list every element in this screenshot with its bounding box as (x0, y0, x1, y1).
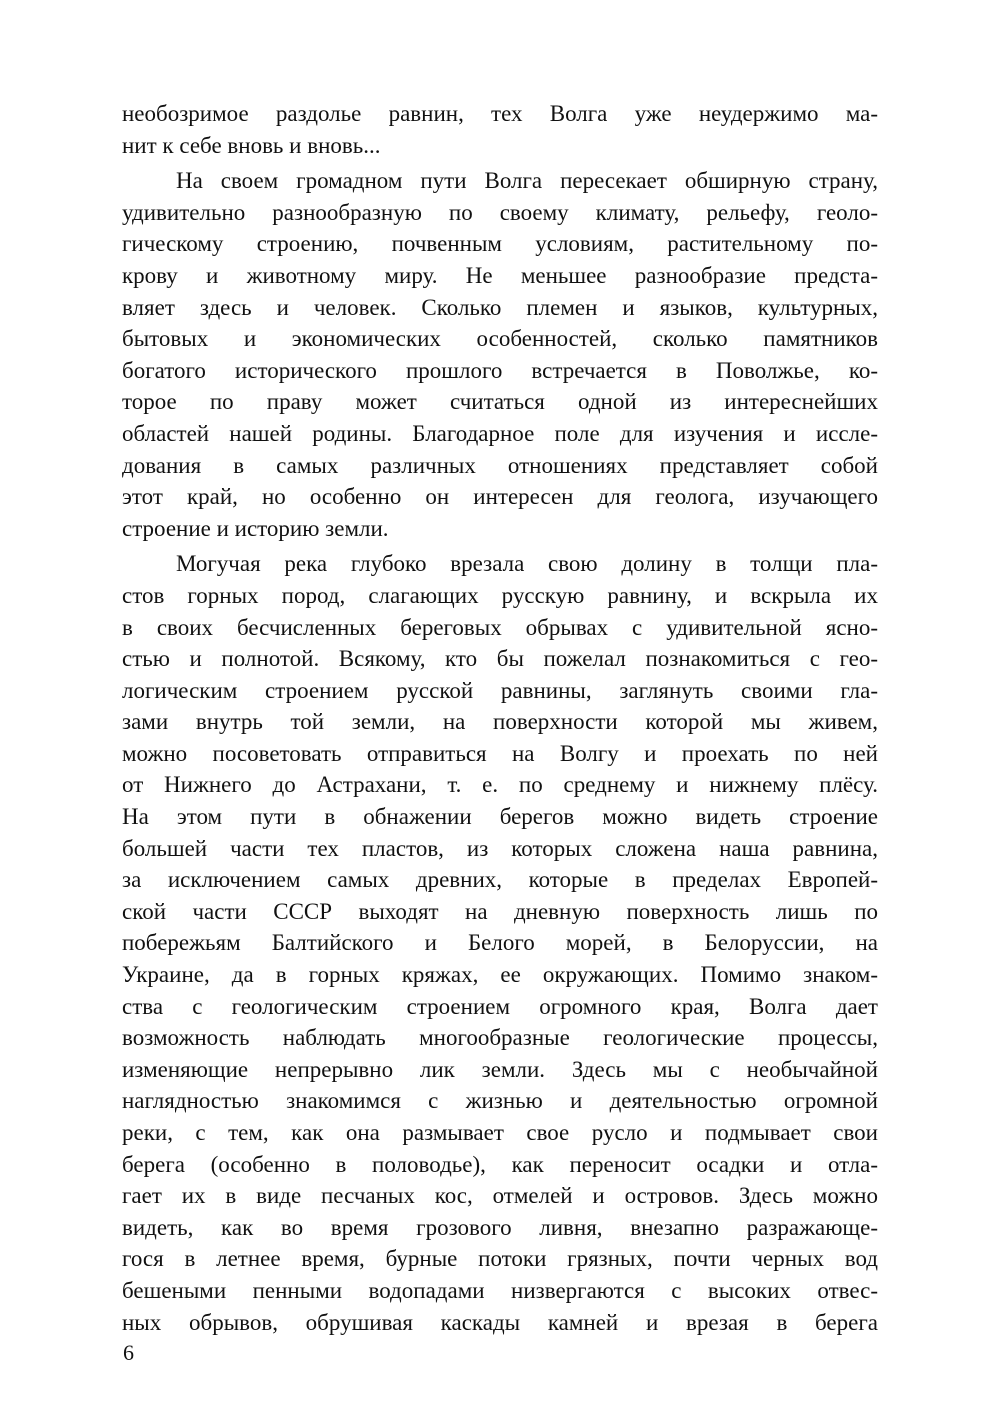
paragraph-2 (122, 165, 878, 544)
text-line: ных обрывов, обрушивая каскады камней и врезая в берега (122, 1309, 878, 1335)
text-line: можно посоветовать отправиться на Волгу и проехать по ней (122, 740, 878, 766)
text-line: Украине, да в горных кряжах, ее окружающих. Помимо знаком- (122, 962, 878, 988)
text-line: берега (особенно в половодье), как переносит осадки и отла- (122, 1151, 878, 1177)
text-line: ской части СССР выходят на дневную поверхность лишь по (122, 898, 878, 924)
paragraph-3 (122, 548, 878, 1338)
text-line: ства с геологическим строением огромного края, Волга дает (122, 993, 878, 1019)
text-line: На своем громадном пути Волга пересекает обширную страну, (176, 168, 878, 194)
text-line: этот край, но особенно он интересен для геолога, изучающего (122, 484, 878, 510)
text-line: логическим строением русской равнины, заглянуть своими гла- (122, 677, 878, 703)
text-line: изменяющие непрерывно лик земли. Здесь мы с необычайной (122, 1056, 878, 1082)
text-line: гает их в виде песчаных кос, отмелей и островов. Здесь можно (122, 1183, 878, 1209)
text-line: реки, с тем, как она размывает свое русло и подмывает свои (122, 1120, 878, 1145)
text-line: гическому строению, почвенным условиям, растительному по- (122, 231, 878, 257)
text-line: удивительно разнообразную по своему климату, рельефу, геоло- (122, 199, 878, 225)
text-line: богатого исторического прошлого встречается в Поволжье, ко- (122, 357, 878, 383)
text-line: зами внутрь той земли, на поверхности которой мы живем, (122, 709, 878, 735)
text-line: На этом пути в обнажении берегов можно видеть строение (122, 804, 878, 830)
text-line: стов горных пород, слагающих русскую равнину, и вскрыла их (122, 582, 878, 608)
text-line: стью и полнотой. Всякому, кто бы пожелал познакомиться с гео- (122, 646, 878, 672)
text-line: необозримое раздолье равнин, тех Волга уже неудержимо ма- (122, 101, 878, 126)
text-line: в своих бесчисленных береговых обрывах с удивительной ясно- (122, 614, 878, 640)
text-line: строение и историю земли. (122, 515, 389, 541)
text-line: крову и животному миру. Не меньшее разнообразие предста- (122, 262, 878, 288)
text-line: большей части тех пластов, из которых сложена наша равнина, (122, 835, 878, 861)
text-line: бешеными пенными водопадами низвергаются с высоких отвес- (122, 1277, 878, 1303)
paragraph-1 (122, 98, 878, 161)
text-line: Могучая река глубоко врезала свою долину в толщи пла- (176, 551, 878, 577)
text-line: от Нижнего до Астрахани, т. е. по среднему и нижнему плёсу. (122, 772, 878, 798)
text-line: бытовых и экономических особенностей, сколько памятников (122, 326, 878, 352)
text-line: за исключением самых древних, которые в пределах Европей- (122, 867, 878, 893)
text-line: вляет здесь и человек. Сколько племен и языков, культурных, (122, 294, 878, 320)
text-line: дования в самых различных отношениях представляет собой (122, 452, 878, 478)
page-number: 6 (123, 1340, 134, 1365)
text-line: возможность наблюдать многообразные геологические процессы, (122, 1025, 878, 1051)
text-line: областей нашей родины. Благодарное поле для изучения и иссле- (122, 420, 878, 446)
text-line: побережьям Балтийского и Белого морей, в Белоруссии, на (122, 930, 878, 956)
text-line: гося в летнее время, бурные потоки грязных, почти черных вод (122, 1246, 878, 1272)
text-line: торое по праву может считаться одной из интереснейших (122, 389, 878, 415)
body-text (122, 98, 878, 1338)
text-line: нит к себе вновь и вновь... (122, 132, 381, 158)
text-line: наглядностью знакомимся с жизнью и деятельностью огромной (122, 1088, 878, 1114)
text-line: видеть, как во время грозового ливня, внезапно разражающе- (122, 1214, 878, 1240)
